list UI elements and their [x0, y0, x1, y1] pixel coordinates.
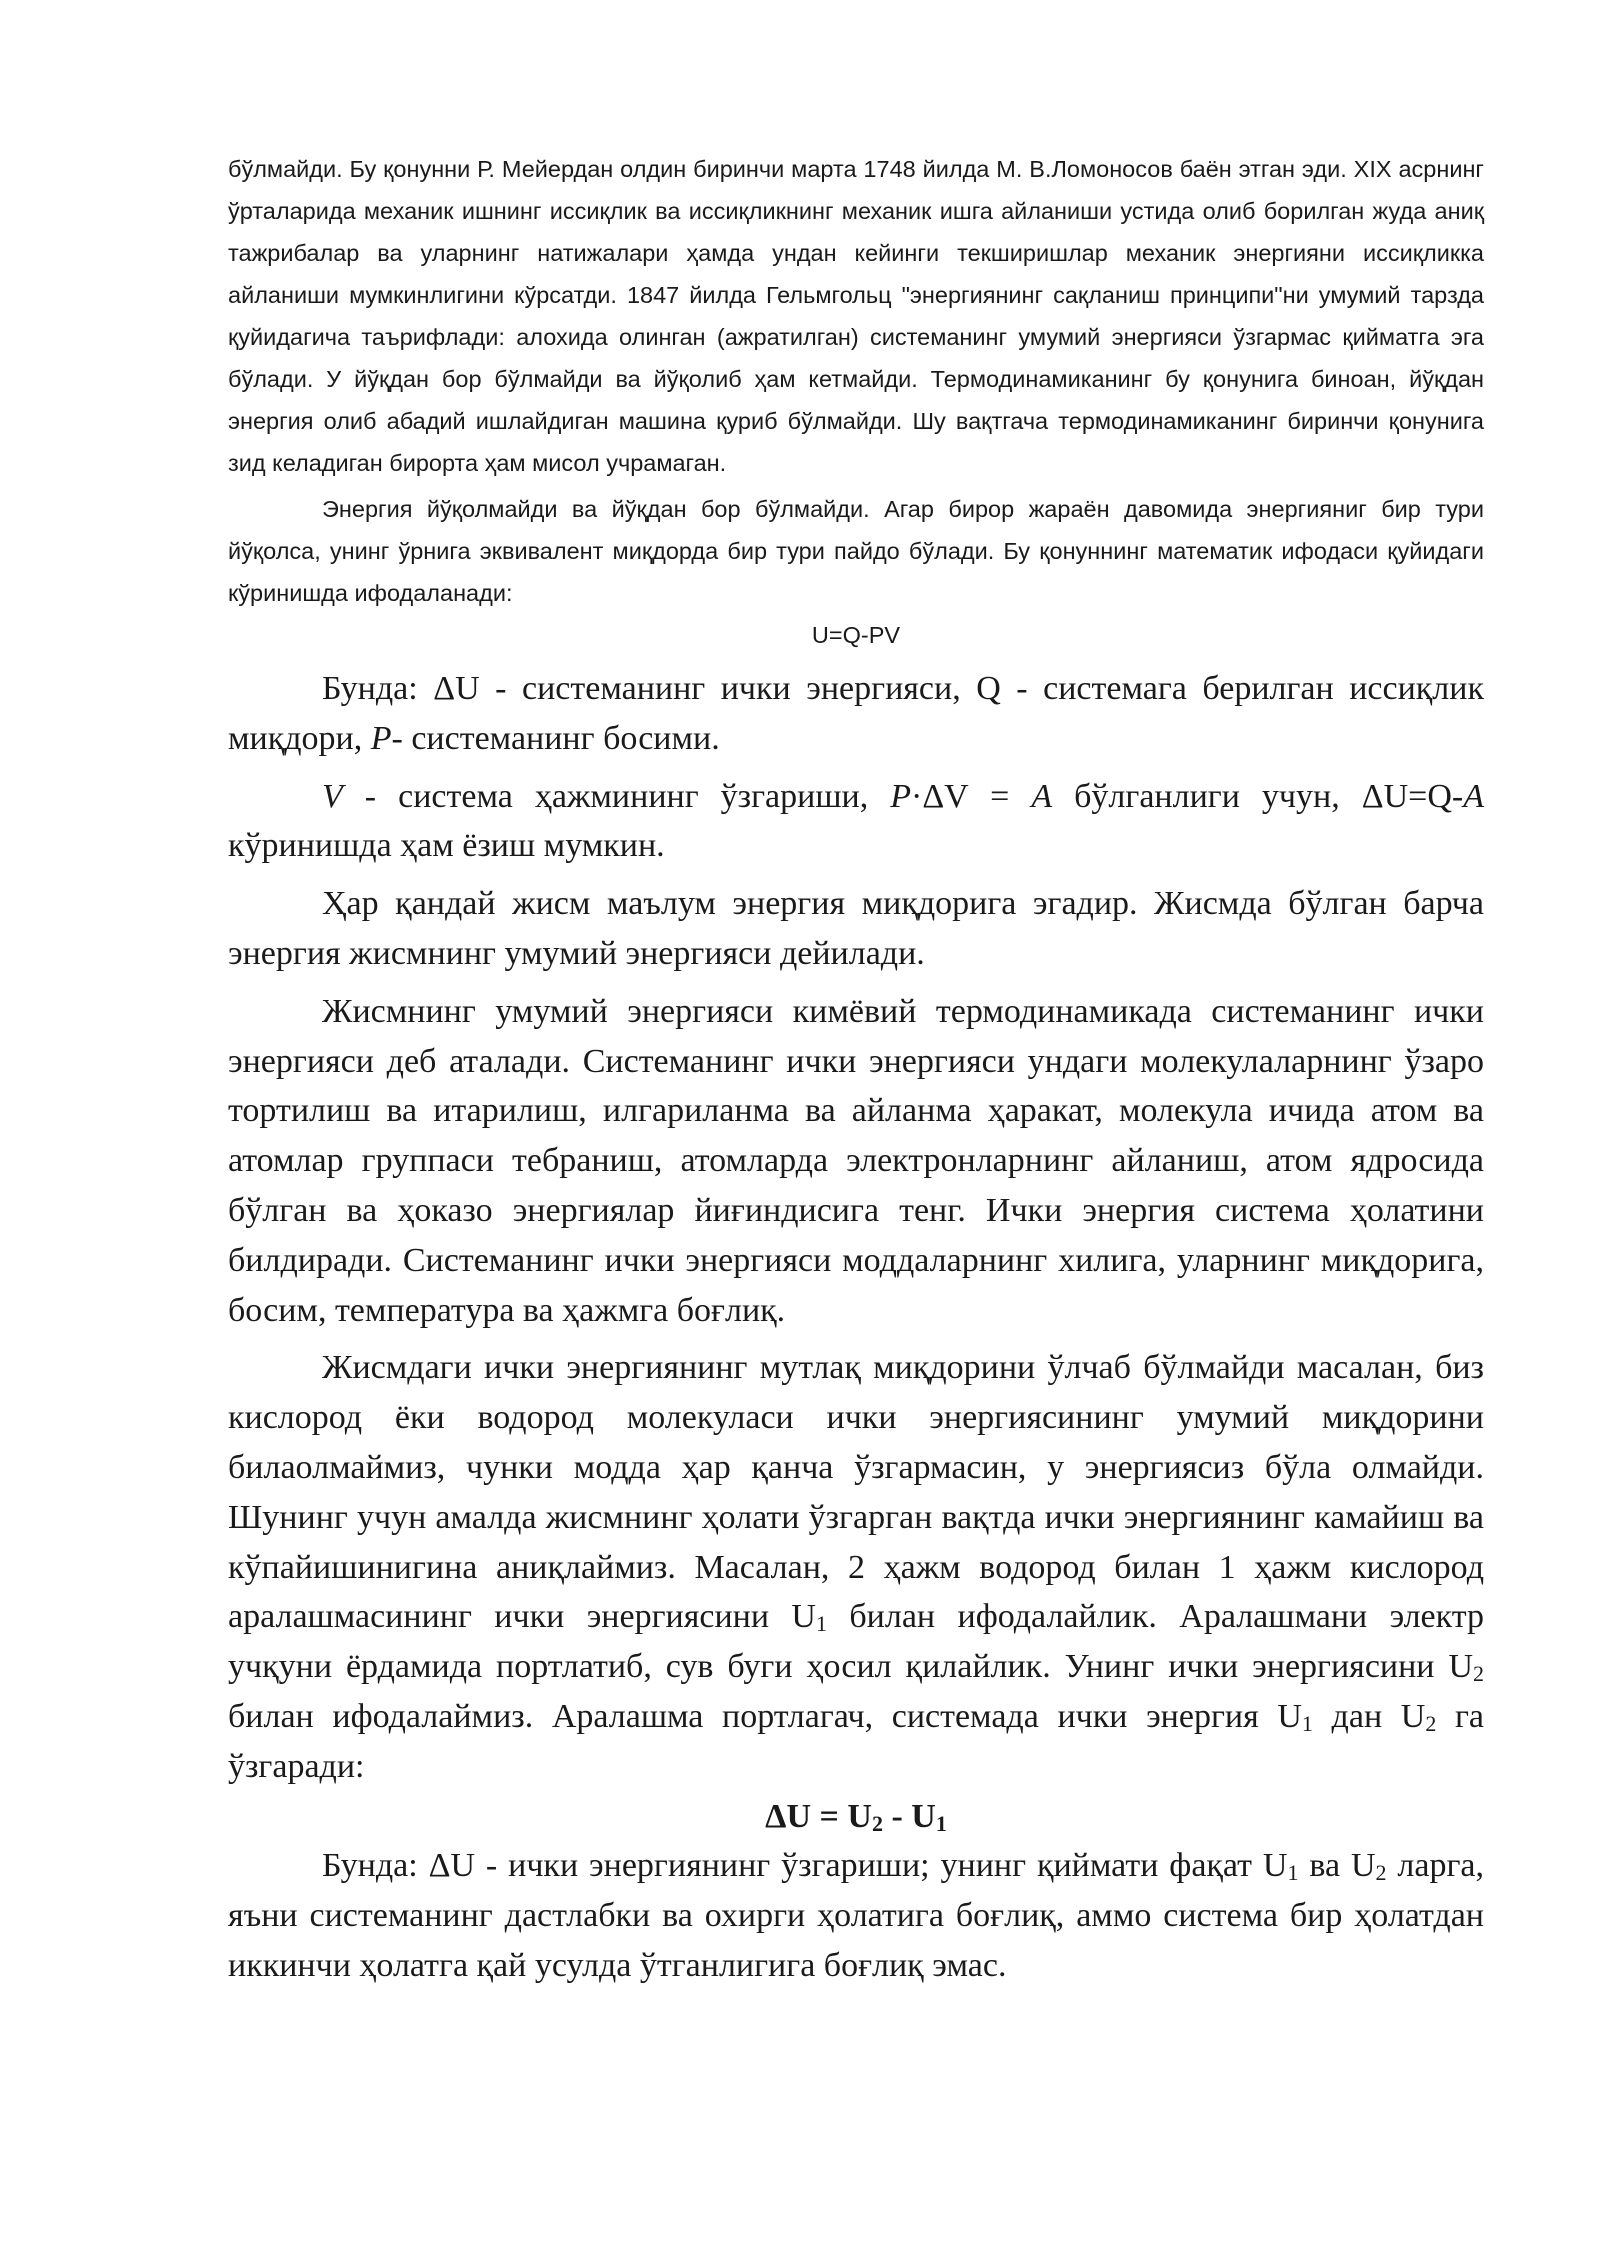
paragraph-energy-conservation-history: бўлмайди. Бу қонунни Р. Мейердан олдин биринчи марта 1748 йилда М. В.Ломоносов баён этган эди. XIX асрнинг ўрталарида механик ишнинг иссиқлик ва иссиқликнинг механик ишга айланиши устида олиб борилган жуда аниқ тажрибалар ва уларнинг натижалари ҳамда ундан кейинги текширишлар механик энергияни иссиқликка айланиши мумкинлигини кўрсатди. 1847 йилда Гельмгольц "энергиянинг сақланиш принципи"ни умумий тарзда қуйидагича таърифлади: алохида олинган (ажратилган) системанинг умумий энергияси ўзгармас қийматга эга бўлади. У йўқдан бор бўлмайди ва йўқолиб ҳам кетмайди. Термодинамиканинг бу қонунига биноан, йўқдан энергия олиб абадий ишлайдиган машина қуриб бўлмайди. Шу вақтгача термодинамиканинг биринчи қонунига зид келадиган бирорта ҳам мисол учрамаган. — [228, 156, 1484, 476]
paragraph-internal-energy-change: Жисмдаги ички энергиянинг мутлақ миқдорини ўлчаб бўлмайди масалан, биз кислород ёки водород молекуласи ички энергиясининг умумий миқдорини билаолмаймиз, чунки модда ҳар қанча ўзгармасин, у энергиясиз бўла олмайди. Шунинг учун амалда жисмнинг ҳолати ўзгарган вақтда ички энергиянинг камайиш ва кўпайишинигина аниқлаймиз. Масалан, 2 ҳажм водород билан 1 ҳажм кислород аралашмасининг ички энергиясини $U_1$ билан ифодалайлик. Аралашмани электр учқуни ёрдамида портлатиб, сув буги ҳосил қилайлик. Унинг ички энергиясини $U_2$ билан ифодалаймиз. Аралашма портлагач, системада ички энергия $U_1$ дан $U_2$ га ўзгаради: — [228, 1349, 1484, 1785]
paragraph-internal-energy: Жисмнинг умумий энергияси кимёвий термодинамикада системанинг ички энергияси деб аталади. Системанинг ички энергияси ундаги молекулаларнинг ўзаро тортилиш ва итарилиш, илгариланма ва айланма ҳаракат, молекула ичида атом ва атомлар группаси тебраниш, атомларда электронларнинг айланиш, атом ядросида бўлган ва ҳоказо энергиялар йиғиндисига тенг. Ички энергия система ҳолатини билдиради. Системанинг ички энергияси моддаларнинг хилига, уларнинг миқдорига, босим, температура ва ҳажмга боғлиқ. — [228, 992, 1484, 1329]
document-page — [228, 148, 1484, 1991]
paragraph-body-energy: Ҳар қандай жисм маълум энергия миқдорига эгадир. Жисмда бўлган барча энергия жисмнинг умумий энергияси дейилади. — [228, 885, 1484, 972]
paragraph-formula-explanation: Бунда: ΔU - системанинг ички энергияси, Q - системага берилган иссиқлик миқдори, Р- системанинг босими. — [228, 670, 1484, 757]
formula-delta-u: $\Delta U = U_2 - U_1$ — [765, 1797, 947, 1836]
paragraph-delta-u-explanation: Бунда: ΔU - ички энергиянинг ўзгариши; унинг қиймати фақат $U_1$ ва $U_2$ ларга, яъни системанинг дастлабки ва охирги ҳолатига боғлиқ, аммо система бир ҳолатдан иккинчи ҳолатга қай усулда ўтганлигига боғлиқ эмас. — [228, 1847, 1485, 1984]
paragraph-volume-change: V - система ҳажмининг ўзгариши, Р·ΔV = А бўлганлиги учун, ΔU=Q-А кўринишда ҳам ёзиш мумкин. — [228, 777, 1484, 865]
paragraph-energy-law-statement: Энергия йўқолмайди ва йўқдан бор бўлмайди. Агар бирор жараён давомида энергияниг бир тури йўқолса, унинг ўрнига эквивалент миқдорда бир тури пайдо бўлади. Бу қонуннинг математик ифодаси қуйидаги кўринишда ифодаланади: — [228, 496, 1484, 606]
formula-first-law: U=Q-PV — [811, 622, 901, 648]
